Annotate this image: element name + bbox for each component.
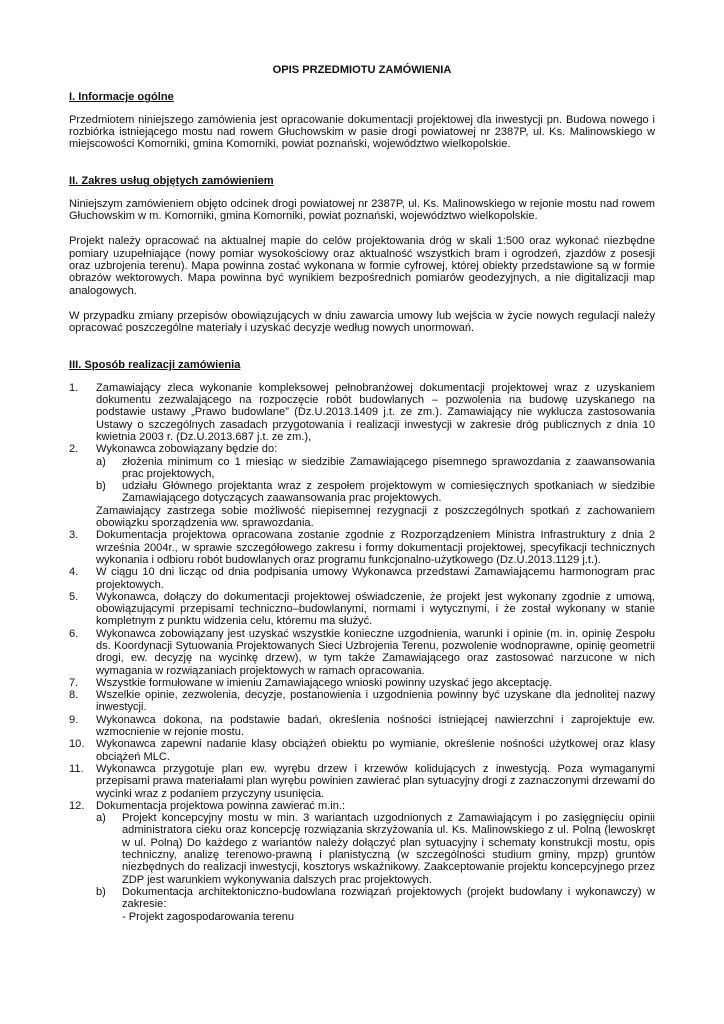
list-item-text: Wykonawca zapewni nadanie klasy obciążeń obiektu po wymianie, określenie nośności użytkowej oraz klasy obciążeń MLC.	[96, 738, 655, 763]
list-item	[69, 689, 655, 714]
list-item	[69, 443, 655, 529]
list-item	[69, 800, 655, 923]
list-item-number: 7.	[69, 676, 79, 689]
sub-item-label: a)	[96, 455, 106, 468]
list-item-text: Wykonawca zobowiązany będzie do:	[96, 443, 278, 456]
section-3-heading: III. Sposób realizacji zamówienia	[69, 359, 241, 372]
list-item-text: Wykonawca dokona, na podstawie badań, określenia nośności istniejącej nawierzchni i zaprojektuje ew. wzmocnienie w rejonie mostu.	[96, 713, 655, 739]
sub-item-text: Dokumentacja architektoniczno-budowlana rozwiązań projektowych (projekt budowlany i wykonawczy) w zakresie:	[122, 885, 655, 911]
sub-item	[96, 886, 655, 911]
section-1-text: Przedmiotem niniejszego zamówienia jest opracowanie dokumentacji projektowej dla inwestycji pn. Budowa nowego i rozbiórka istniejącego mostu nad rowem Głuchowskim w pasie drogi powiatowej nr 2387P, ul. Ks. Malinowskiego w miejscowości Komorniki, gmina Komorniki, powiat poznański, województwo wielkopolskie.	[69, 113, 655, 151]
section-2-paragraph-1: Niniejszym zamówieniem objęto odcinek drogi powiatowej nr 2387P, ul. Ks. Malinowskiego w rejonie mostu nad rowem Głuchowskim w m. Komorniki, gmina Komorniki, powiat poznański, województwo wielkopolskie.	[69, 197, 655, 223]
sub-item-bullet: - Projekt zagospodarowania terenu	[122, 910, 295, 923]
list-item-number: 9.	[69, 713, 79, 726]
sub-item	[96, 812, 655, 886]
list-item-text: Wykonawca, dołączy do dokumentacji projektowej oświadczenie, że projekt jest wykonany zgodnie z umową, obowiązującymi przepisami techniczno–budowlanymi, normami i wytycznymi, i że został wykonany w stanie kompletnym z punktu widzenia celu, któremu ma służyć.	[96, 590, 655, 628]
list-item-text: Dokumentacja projektowa opracowana zostanie zgodnie z Rozporządzeniem Ministra Infrastruktury z dnia 2 września 2004r., w sprawie szczegółowego zakresu i formy dokumentacji projektowej, specyfikacji technicznych wykonania i odbioru robót budowlanych oraz programu funkcjonalno-użytkowego (Dz.U.2013.1129 j.t.).	[96, 529, 655, 566]
list-item-number: 3.	[69, 529, 79, 542]
sub-item-text: Projekt koncepcyjny mostu w min. 3 wariantach uzgodnionych z Zamawiającym i po zasięgnięciu opinii administratora cieku oraz koncepcję rozwiązania skrzyżowania ul. Ks. Malinowskiego z ul. Polną (lewoskręt w ul. Polną) Do każdego z wariantów należy dołączyć plan sytuacyjny i schematy konstrukcji mostu, opis techniczny, analizę terenowo-prawną i planistyczną (w szczególności studium gminy, mpzp) gruntów niezbędnych do realizacji inwestycji, kosztorys wskaźnikowy. Zaakceptowanie projektu koncepcyjnego przez ZDP jest warunkiem wykonywania dalszych prac projektowych.	[122, 812, 655, 886]
section-1-heading: I. Informacje ogólne	[69, 91, 174, 104]
list-item-number: 11.	[69, 762, 84, 775]
list-item-text: Zamawiający zleca wykonanie kompleksowej pełnobranżowej dokumentacji projektowej wraz z uzyskaniem dokumentu zezwalającego na rozpoczęcie robót budowlanych – pozwolenia na budowę uzyskanego na podstawie ustawy „Prawo budowlane” (Dz.U.2013.1409 j.t. ze zm.). Zamawiający nie wyklucza zastosowania Ustawy o szczególnych zasadach przygotowania i realizacji inwestycji w zakresie dróg publicznych z dnia 10 kwietnia 2003 r. (Dz.U.2013.687 j.t. ze zm.),	[96, 381, 655, 443]
list-item-number: 2.	[69, 443, 79, 456]
sub-item-label: b)	[96, 480, 106, 493]
list-item-number: 10.	[69, 738, 85, 751]
list-item-text: Dokumentacja projektowa powinna zawierać m.in.:	[96, 799, 346, 812]
list-item-text: W ciągu 10 dni licząc od dnia podpisania umowy Wykonawca przedstawi Zamawiającemu harmonogram prac projektowych.	[96, 566, 655, 591]
list-item	[69, 677, 655, 689]
sub-item	[96, 480, 655, 505]
list-item	[69, 529, 655, 566]
section-2-paragraph-3: W przypadku zmiany przepisów obowiązujących w dniu zawarcia umowy lub wejścia w życie nowych regulacji należy opracować poszczególne materiały i uzyskać decyzje według nowych unormowań.	[69, 309, 655, 335]
list-item	[69, 714, 655, 739]
list-item-text: Wykonawca zobowiązany jest uzyskać wszystkie konieczne uzgodnienia, warunki i opinie (m. in. opinię Zespołu ds. Koordynacji Sytuowania Projektowanych Sieci Uzbrojenia Terenu, pozwolenie wodnoprawne, opinię geometrii drogi, ew. decyzję na wycinkę drzew), w tym także Zamawiającego oraz zastosować narzucone w nich wymagania w rozwiązaniach projektowych w ramach opracowania.	[96, 627, 655, 677]
list-item-number: 6.	[69, 627, 79, 640]
sub-item-text: udziału Głównego projektanta wraz z zespołem projektowym w comiesięcznych spotkaniach w siedzibie Zamawiającego dotyczących zaawansowania prac projektowych.	[122, 480, 655, 505]
list-item-number: 5.	[69, 590, 79, 603]
list-item-number: 12.	[69, 799, 85, 812]
list-item	[69, 738, 655, 763]
list-item-number: 4.	[69, 566, 79, 579]
list-item-text: Wykonawca przygotuje plan ew. wyrębu drzew i krzewów kolidujących z inwestycją. Poza wymaganymi przepisami prawa materiałami plan wyrębu powinien zawierać plan sytuacyjny drogi z zaznaczonymi drzewami do wycinki wraz z podaniem przyczyny usunięcia.	[96, 762, 655, 800]
list-item	[69, 591, 655, 628]
item-note: Zamawiający zastrzega sobie możliwość niepisemnej rezygnacji z poszczególnych spotkań z zachowaniem obowiązku sporządzenia ww. sprawozdania.	[96, 504, 655, 530]
requirements-list	[69, 382, 655, 923]
list-item-number: 8.	[69, 689, 79, 702]
sub-item	[96, 456, 655, 481]
sub-item-text: złożenia minimum co 1 miesiąc w siedzibie Zamawiającego pisemnego sprawozdania z zaawansowania prac projektowych,	[122, 455, 655, 480]
list-item-number: 1.	[69, 381, 79, 394]
sub-item-label: a)	[96, 812, 106, 825]
document-title: OPIS PRZEDMIOTU ZAMÓWIENIA	[272, 64, 452, 76]
document-page	[69, 64, 655, 923]
section-2-heading: II. Zakres usług objętych zamówieniem	[69, 175, 274, 188]
section-2-paragraph-2: Projekt należy opracować na aktualnej mapie do celów projektowania dróg w skali 1:500 oraz wykonać niezbędne pomiary uzupełniające (nowy pomiar wysokościowy oraz aktualność wszystkich bram i ogrodzeń, zjazdów z posesji oraz uzbrojenia terenu). Mapa powinna zostać wykonana w formie cyfrowej, której obiekty przedstawione są w formie obrazów wektorowych. Mapa powinna być wynikiem bezpośrednich pomiarów geodezyjnych, a nie digitalizacji map analogowych.	[69, 235, 655, 297]
list-item	[69, 382, 655, 443]
list-item	[69, 763, 655, 800]
sub-item-label: b)	[96, 885, 106, 898]
list-item	[69, 628, 655, 677]
list-item-text: Wszystkie formułowane w imieniu Zamawiającego wnioski powinny uzyskać jego akceptację.	[96, 676, 553, 689]
list-item-text: Wszelkie opinie, zezwolenia, decyzje, postanowienia i uzgodnienia powinny być uzyskane dla jednolitej nazwy inwestycji.	[96, 689, 655, 714]
list-item	[69, 566, 655, 591]
